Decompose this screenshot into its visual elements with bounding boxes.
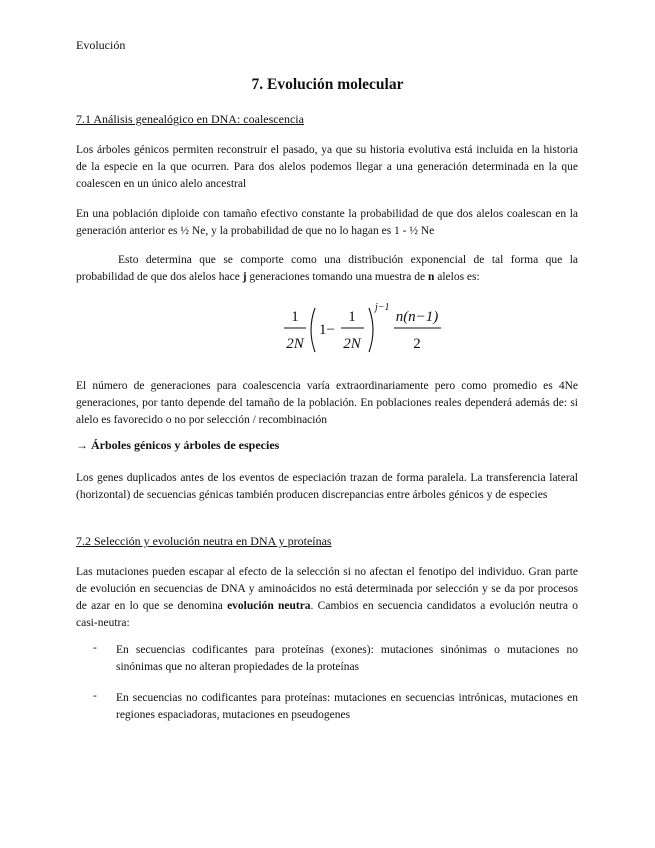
paragraph-generations: El número de generaciones para coalescencia varía extraordinariamente pero como promedio es 4Ne generaciones, por tanto depende del tamaño de la población. En poblaciones reales dependerá además de: si alelo es favorecido o no por selección / recombinación <box>76 380 578 426</box>
formula-denominator-two: 2 <box>413 336 421 352</box>
text-segment: generaciones tomando una muestra de <box>246 271 428 283</box>
paragraph-duplicated-genes: Los genes duplicados antes de los eventos de especiación trazan de forma paralela. La transferencia lateral (horizontal) de secuencias génicas también producen discrepancias entre árboles génicos y de especies <box>76 472 578 501</box>
formula-denominator-2N: 2N <box>286 336 304 352</box>
bullet-marker: - <box>93 642 97 654</box>
list-item: En secuencias codificantes para proteínas (exones): mutaciones sinónimas o mutaciones no sinónimas que no alteran propiedades de la proteínas <box>116 644 578 673</box>
list-item: En secuencias no codificantes para proteínas: mutaciones en secuencias intrónicas, mutaciones en regiones espaciadoras, mutaciones en pseudogenes <box>116 692 578 721</box>
page-title: 7. Evolución molecular <box>251 76 404 93</box>
formula-numerator-n: n(n−1) <box>395 309 439 325</box>
formula-exponent: j−1 <box>375 302 390 313</box>
paragraph-neutral-evolution <box>76 564 578 632</box>
paragraph-coalescence-probability: En una población diploide con tamaño efectivo constante la probabilidad de que dos alelos coalescan en la generación anterior es ½ Ne, y la probabilidad de que no lo hagan es 1 - ½ Ne <box>76 208 578 237</box>
formula-numerator-inner: 1 <box>348 309 356 325</box>
term-neutral-evolution: evolución neutra <box>227 600 311 612</box>
right-paren <box>369 308 373 352</box>
section-heading-7-1: 7.1 Análisis genealógico en DNA: coalescencia <box>76 112 304 126</box>
running-header: Evolución <box>76 38 126 52</box>
paragraph-gene-trees: Los árboles génicos permiten reconstruir el pasado, ya que su historia evolutiva está incluida en la historia de la especie en la que ocurren. Para dos alelos podemos llegar a una generación determinada en la que coalescen en un único alelo ancestral <box>76 144 578 190</box>
paragraph-exponential <box>76 252 578 286</box>
formula-denominator-inner: 2N <box>343 336 361 352</box>
coalescence-formula <box>283 300 463 360</box>
text-segment: alelos es: <box>434 271 480 283</box>
text-segment: Esto determina que se comporte como una distribución exponencial de tal forma que la probabilidad de que dos alelos hace <box>76 254 578 283</box>
subheading-gene-species-trees: → Árboles génicos y árboles de especies <box>76 438 280 452</box>
text-segment: Las mutaciones pueden escapar al efecto de la selección si no afectan el fenotipo del individuo. Gran parte de evolución en secuencias de DNA y aminoácidos no está determinada por selección y se da por procesos de azar en lo que se denomina <box>76 566 578 612</box>
var-j: j <box>242 271 247 283</box>
text-segment: . Cambios en secuencia candidatos a evolución neutra o casi-neutra: <box>76 600 578 629</box>
bullet-marker: - <box>93 690 97 702</box>
formula-numerator-1: 1 <box>291 309 299 325</box>
section-heading-7-2: 7.2 Selección y evolución neutra en DNA y proteínas <box>76 534 332 548</box>
left-paren <box>311 308 315 352</box>
formula-one-minus: 1− <box>319 322 335 338</box>
var-n: n <box>427 271 435 283</box>
